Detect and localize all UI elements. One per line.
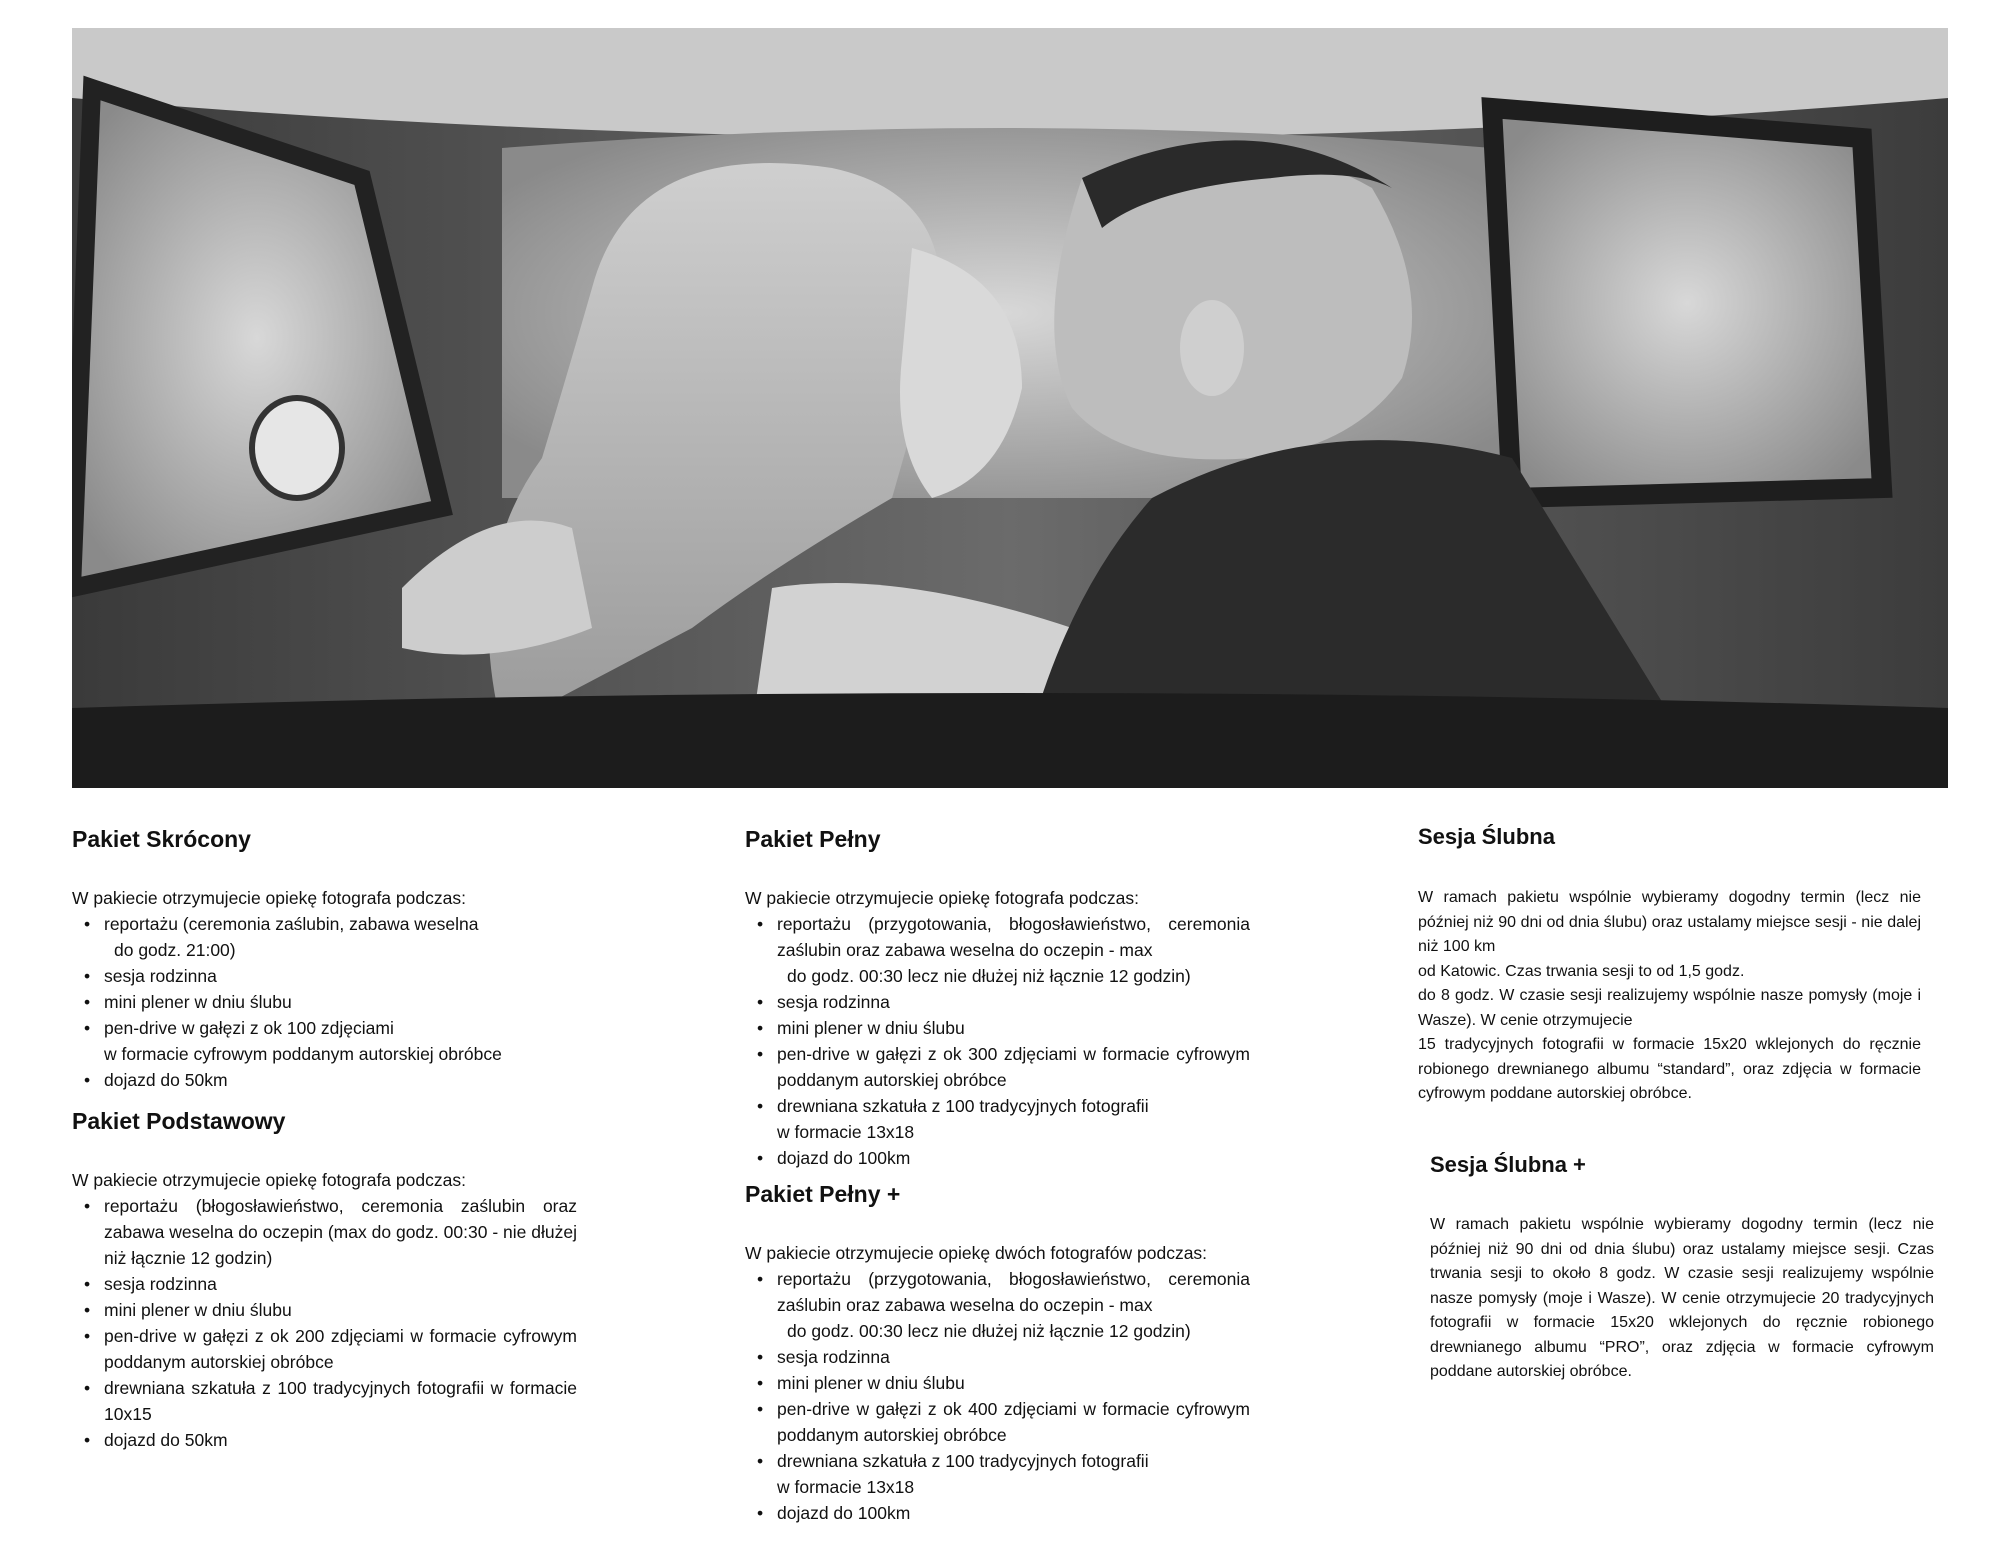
- paragraph: W ramach pakietu wspólnie wybieramy dogodny termin (lecz nie później niż 90 dni od dnia ślubu) oraz ustalamy miejsce sesji. Czas trwania sesji to około 8 godz. W czasie sesji realizujemy wspólnie nasze pomysły (moje i Wasze). W cenie otrzymujecie 20 tradycyjnych fotografii w formacie 15x20 wklejonych do ręcznie robionego drewnianego albumu “PRO”, oraz zdjęcia w formacie cyfrowym poddane autorskiej obróbce.: [1430, 1216, 1934, 1380]
- paragraph-line: 15 tradycyjnych fotografii w formacie 15x20 wklejonych do ręcznie robionego drewnianego albumu “standard”, oraz zdjęcia w formacie cyfrowym poddane autorskiej obróbce.: [1418, 1036, 1921, 1102]
- list-item: • reportażu (ceremonia zaślubin, zabawa weselna: [104, 911, 577, 937]
- paragraph-line: W ramach pakietu wspólnie wybieramy dogodny termin (lecz nie później niż 90 dni od dnia ślubu) oraz ustalamy miejsce sesji - nie dalej niż 100 km: [1418, 889, 1921, 955]
- hero-photo: [72, 28, 1948, 788]
- list-item-continuation: w formacie 13x18: [777, 1477, 915, 1497]
- items-list: [72, 1193, 577, 1453]
- list-item-continuation: w formacie cyfrowym poddanym autorskiej obróbce: [104, 1044, 502, 1064]
- wedding-couple-photo-icon: [72, 28, 1948, 788]
- list-item: • mini plener w dniu ślubu: [104, 1297, 577, 1323]
- title-pakiet-pelny-plus: Pakiet Pełny +: [745, 1181, 901, 1207]
- list-item: • reportażu (przygotowania, błogosławieństwo, ceremonia zaślubin oraz zabawa weselna do oczepin - max: [777, 1266, 1250, 1318]
- list-item: • pen-drive w gałęzi z ok 400 zdjęciami w formacie cyfrowym poddanym autorskiej obróbce: [777, 1396, 1250, 1448]
- pakiet-skrocony-details: [72, 885, 577, 1093]
- pakiet-pelny-details: [745, 885, 1250, 1171]
- title-pakiet-podstawowy: Pakiet Podstawowy: [72, 1108, 286, 1134]
- sesja-slubna-plus-description: [1430, 1213, 1934, 1385]
- list-item: • dojazd do 50km: [104, 1067, 577, 1093]
- paragraph-line: od Katowic. Czas trwania sesji to od 1,5 godz.: [1418, 962, 1745, 980]
- list-item: • pen-drive w gałęzi z ok 100 zdjęciami: [104, 1015, 577, 1041]
- list-item: • dojazd do 100km: [777, 1500, 1250, 1526]
- list-item: • reportażu (błogosławieństwo, ceremonia zaślubin oraz zabawa weselna do oczepin (max do godz. 00:30 - nie dłużej niż łącznie 12 godzin): [104, 1193, 577, 1271]
- list-item: • sesja rodzinna: [777, 1344, 1250, 1370]
- sesja-slubna-description: [1418, 886, 1921, 1107]
- list-item: • drewniana szkatuła z 100 tradycyjnych fotografii: [777, 1093, 1250, 1119]
- list-item-continuation: do godz. 21:00): [114, 940, 236, 960]
- title-pakiet-skrocony: Pakiet Skrócony: [72, 826, 251, 852]
- list-item: • reportażu (przygotowania, błogosławieństwo, ceremonia zaślubin oraz zabawa weselna do oczepin - max: [777, 911, 1250, 963]
- list-item: • sesja rodzinna: [104, 963, 577, 989]
- list-item: • sesja rodzinna: [104, 1271, 577, 1297]
- items-list: [745, 911, 1250, 1171]
- list-item: • drewniana szkatuła z 100 tradycyjnych fotografii w formacie 10x15: [104, 1375, 577, 1427]
- intro-text: W pakiecie otrzymujecie opiekę fotografa podczas:: [72, 888, 466, 908]
- list-item: • sesja rodzinna: [777, 989, 1250, 1015]
- list-item: • pen-drive w gałęzi z ok 200 zdjęciami w formacie cyfrowym poddanym autorskiej obróbce: [104, 1323, 577, 1375]
- list-item: • mini plener w dniu ślubu: [104, 989, 577, 1015]
- intro-text: W pakiecie otrzymujecie opiekę fotografa podczas:: [745, 888, 1139, 908]
- pakiet-podstawowy-details: [72, 1167, 577, 1453]
- items-list: [72, 911, 577, 1093]
- list-item: • mini plener w dniu ślubu: [777, 1370, 1250, 1396]
- list-item: • dojazd do 50km: [104, 1427, 577, 1453]
- title-sesja-slubna: Sesja Ślubna: [1418, 824, 1555, 849]
- title-sesja-slubna-plus: Sesja Ślubna +: [1430, 1152, 1586, 1177]
- intro-text: W pakiecie otrzymujecie opiekę fotografa podczas:: [72, 1170, 466, 1190]
- pakiet-pelny-plus-details: [745, 1240, 1250, 1526]
- list-item: • drewniana szkatuła z 100 tradycyjnych fotografii: [777, 1448, 1250, 1474]
- list-item-continuation: do godz. 00:30 lecz nie dłużej niż łącznie 12 godzin): [787, 966, 1191, 986]
- list-item: • pen-drive w gałęzi z ok 300 zdjęciami w formacie cyfrowym poddanym autorskiej obróbce: [777, 1041, 1250, 1093]
- list-item: • dojazd do 100km: [777, 1145, 1250, 1171]
- items-list: [745, 1266, 1250, 1526]
- intro-text: W pakiecie otrzymujecie opiekę dwóch fotografów podczas:: [745, 1243, 1208, 1263]
- paragraph-line: do 8 godz. W czasie sesji realizujemy wspólnie nasze pomysły (moje i Wasze). W cenie otrzymujecie: [1418, 987, 1921, 1029]
- list-item-continuation: w formacie 13x18: [777, 1122, 915, 1142]
- list-item-continuation: do godz. 00:30 lecz nie dłużej niż łącznie 12 godzin): [787, 1321, 1191, 1341]
- title-pakiet-pelny: Pakiet Pełny: [745, 826, 881, 852]
- list-item: • mini plener w dniu ślubu: [777, 1015, 1250, 1041]
